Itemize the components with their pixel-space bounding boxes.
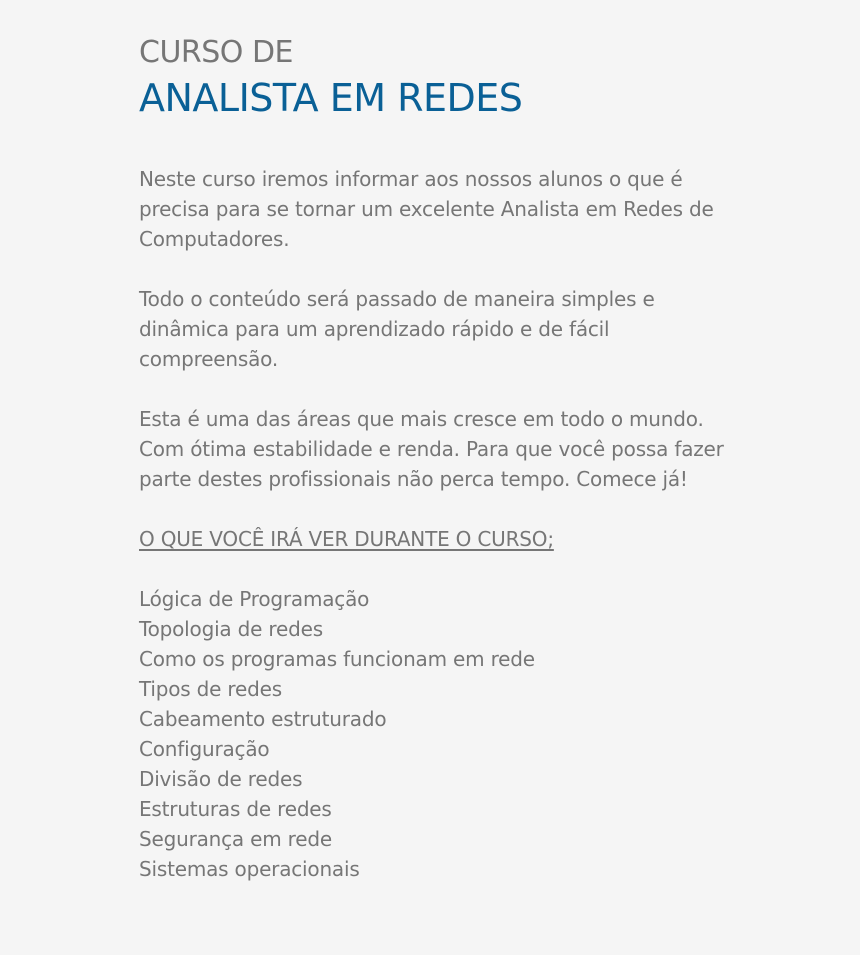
intro-paragraph: Neste curso iremos informar aos nossos alunos o que é precisa para se tornar um excelente Analista em Redes de Computadores.	[139, 167, 714, 251]
topic-item: Configuração	[139, 737, 270, 761]
topic-item: Cabeamento estruturado	[139, 707, 387, 731]
course-title-prefix: CURSO DE	[139, 35, 293, 70]
topic-item: Topologia de redes	[139, 617, 323, 641]
course-title-name: ANALISTA EM REDES	[139, 76, 523, 120]
topic-item: Sistemas operacionais	[139, 857, 360, 881]
topic-item: Tipos de redes	[139, 677, 282, 701]
topics-heading: O QUE VOCÊ IRÁ VER DURANTE O CURSO;	[139, 527, 554, 551]
method-paragraph: Todo o conteúdo será passado de maneira simples e dinâmica para um aprendizado rápido e de fácil compreensão.	[139, 287, 655, 371]
topic-item: Como os programas funcionam em rede	[139, 647, 535, 671]
course-content	[139, 32, 739, 884]
topics-list	[139, 584, 739, 884]
topic-item: Divisão de redes	[139, 767, 303, 791]
topic-item: Estruturas de redes	[139, 797, 332, 821]
career-paragraph: Esta é uma das áreas que mais cresce em todo o mundo. Com ótima estabilidade e renda. Para que você possa fazer parte destes profissionais não perca tempo. Comece já!	[139, 407, 724, 491]
topic-item: Segurança em rede	[139, 827, 332, 851]
topic-item: Lógica de Programação	[139, 587, 370, 611]
